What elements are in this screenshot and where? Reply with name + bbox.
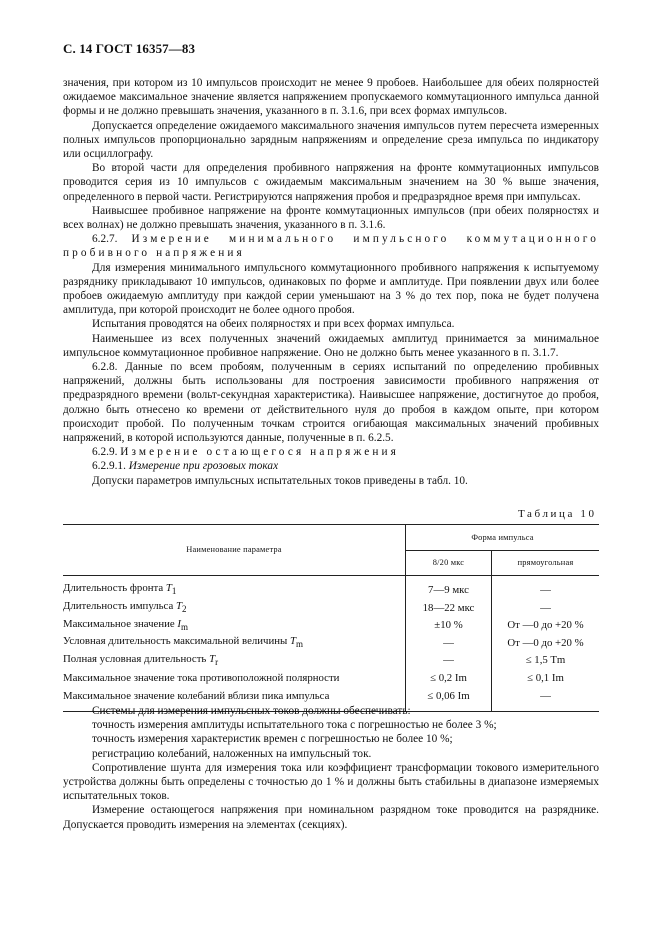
row-name: Длительность фронта $T_1$ <box>63 582 177 597</box>
section-heading-6-2-7 <box>63 232 599 260</box>
row-name: Условная длительность максимальной величины $T_m$ <box>63 635 303 650</box>
parameters-table <box>63 524 599 712</box>
paragraph: значения, при котором из 10 импульсов происходит не менее 9 пробоев. Наибольшее для обеих полярностей ожидаемое максимальное значение является напряжением пропускаемого коммутационного импульса данной формы и не должно превышать значения, указанного в п. 3.1.6, при всех формах импульсов. <box>63 77 599 118</box>
table-caption: Таблица 10 <box>518 508 597 520</box>
paragraph: Наименьшее из всех полученных значений ожидаемых амплитуд принимается за минимальное импульсное коммутационное пробивное напряжение. Оно не должно быть менее указанного в п. 3.1.7. <box>63 332 599 359</box>
paragraph: Для измерения минимального импульсного коммутационного пробивного напряжения к испытуемому разряднику прикладывают 10 импульсов, одинаковых по форме и амплитуде. При появлении двух или более пробоев ожидаемую амплитуду при каждой серии уменьшают на 3 % до тех пор, пока не будет получена амплитуда, при которой происходит не более одного пробоя. <box>63 261 599 317</box>
section-title: Измерение остающегося напряжения <box>120 446 399 459</box>
table-row <box>63 652 599 670</box>
paragraph: Испытания проводятся на обеих полярностях и при всех формах импульса. <box>92 318 455 331</box>
row-value-rect: — <box>540 601 551 614</box>
column-header-8-20: 8/20 мкс <box>406 551 492 576</box>
row-value-8-20: ≤ 0,2 Im <box>406 670 492 688</box>
table-row <box>63 576 599 600</box>
paragraph: Наивысшее пробивное напряжение на фронте коммутационных импульсов (при обеих полярностях и всех волнах) не должно превышать значения, указанного в п. 3.1.6. <box>63 204 599 232</box>
row-name: Максимальное значение тока противоположной полярности <box>63 672 340 685</box>
row-value-rect: — <box>540 584 551 597</box>
column-header-rect: прямоугольная <box>492 551 600 576</box>
row-value-rect: ≤ 1,5 Tm <box>525 654 566 667</box>
section-heading-6-2-9 <box>63 445 599 459</box>
table-row <box>63 670 599 688</box>
table-row <box>63 635 599 653</box>
row-value-rect: От —0 до +20 % <box>507 636 584 649</box>
row-value-rect: От —0 до +20 % <box>507 619 584 632</box>
section-heading-6-2-9-1 <box>63 459 599 473</box>
row-value-rect: — <box>492 688 600 712</box>
section-number: 6.2.9. <box>92 446 118 459</box>
row-value-8-20: ±10 % <box>406 617 492 635</box>
row-name: Длительность импульса $T_2$ <box>63 600 187 615</box>
row-name: Максимальное значение колебаний вблизи пика импульса <box>63 688 406 712</box>
paragraph: Системы для измерения импульсных токов должны обеспечивать: <box>92 705 411 717</box>
table-row <box>63 600 599 618</box>
table-row <box>63 617 599 635</box>
paragraph: Во второй части для определения пробивного напряжения на фронте коммутационных импульсов проводится серия из 10 импульсов с ожидаемым максимальным значением на 30 % выше значения, определенного в первой части. Регистрируются напряжения пробоя и предразрядное время при импульсах. <box>63 162 599 203</box>
list-item: точность измерения амплитуды испытательного тока с погрешностью не более 3 %; <box>92 719 497 732</box>
section-number: 6.2.9.1. <box>92 460 126 473</box>
paragraph: Допуски параметров импульсных испытательных токов приведены в табл. 10. <box>92 474 468 487</box>
row-value-8-20: ≤ 0,06 Im <box>406 688 492 712</box>
section-title: Измерение при грозовых токах <box>128 460 279 473</box>
document-body-bottom <box>63 704 599 832</box>
paragraph-6-2-8: 6.2.8. Данные по всем пробоям, полученным в сериях испытаний по определению пробивных напряжений, должны быть использованы для построения зависимости пробивного напряжения от предразрядного времени (вольт-секундная характеристика). Наивысшее напряжение, достигнутое до пробоя, должно быть отнесено ко времени от действительного нуля до пробоя в каждом опыте, при котором происходит пробой. По полученным точкам строится огибающая максимальных значений пробивных напряжений, в которой используются данные, полученные в п. 6.2.5. <box>63 361 599 445</box>
row-value-8-20: — <box>406 652 492 670</box>
list-item: регистрацию колебаний, наложенных на импульсный ток. <box>92 747 372 760</box>
section-number: 6.2.7. <box>92 233 118 246</box>
document-body-top <box>63 76 599 488</box>
column-header-name: Наименование параметра <box>63 525 406 576</box>
page-header: С. 14 ГОСТ 16357—83 <box>63 41 196 56</box>
paragraph: Измерение остающегося напряжения при номинальном разрядном токе проводится на разряднике. Допускается проводить измерения на элементах (секциях). <box>63 804 599 831</box>
row-value-8-20: — <box>406 635 492 653</box>
column-header-form: Форма импульса <box>406 525 600 551</box>
row-name: Полная условная длительность $T_r$ <box>63 652 219 667</box>
row-value-8-20: 7—9 мкс <box>406 576 492 600</box>
row-value-8-20: 18—22 мкс <box>406 600 492 618</box>
paragraph: Допускается определение ожидаемого максимального значения импульсов путем пересчета измеренных полных импульсов пропорционально зарядным напряжениям и определение среза импульса по индикатору или осциллографу. <box>63 119 599 161</box>
section-title: Измерение минимального импульсного коммутационного пробивного напряжения <box>63 233 599 260</box>
list-item: точность измерения характеристик времен с погрешностью не более 10 %; <box>92 733 453 746</box>
paragraph: Сопротивление шунта для измерения тока или коэффициент трансформации токового измерительного устройства должны быть определены с точностью до 1 % и должны быть стабильны в диапазоне измеряемых испытательных токов. <box>63 761 599 803</box>
row-name: Максимальное значение $I_m$ <box>63 617 188 632</box>
row-value-rect: ≤ 0,1 Im <box>527 672 564 685</box>
